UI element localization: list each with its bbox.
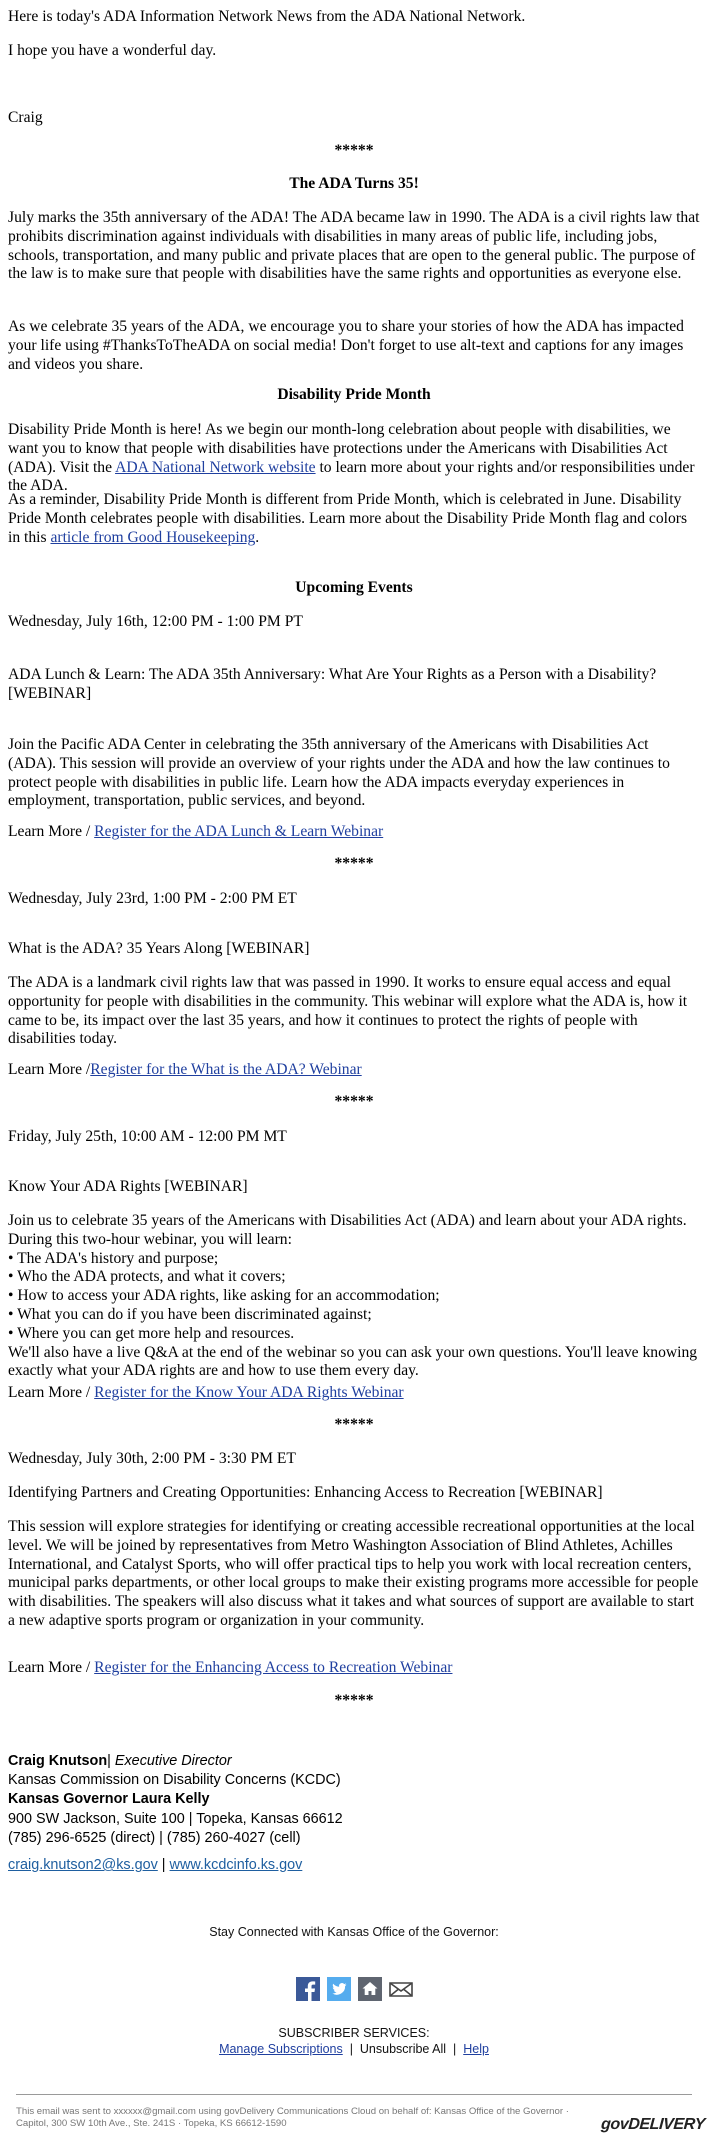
section-title-events: Upcoming Events [295, 579, 413, 596]
event-2-date: Wednesday, July 23rd, 1:00 PM - 2:00 PM ET [8, 890, 297, 907]
learn-more-label: Learn More / [8, 823, 95, 840]
separator: ***** [334, 1093, 374, 1110]
signature-links [8, 1856, 700, 1875]
home-icon[interactable] [357, 1976, 383, 2002]
link-divider: | [453, 2042, 457, 2056]
signature-pipe: | [107, 1753, 115, 1769]
separator: ***** [334, 1692, 374, 1709]
signature-name: Craig Knutson [8, 1753, 108, 1769]
event-3-outro: We'll also have a live Q&A at the end of the webinar so you can ask your own questions. You'll leave knowing exactly what your ADA rights are and how to use them every day. [8, 1343, 698, 1380]
register-lunch-learn-link[interactable]: Register for the ADA Lunch & Learn Webinar [94, 823, 384, 840]
pride-p1-text-end: to learn more about your rights and/or responsibilities under the ADA. [8, 458, 695, 495]
separator: ***** [334, 142, 374, 159]
ada35-paragraph-2: As we celebrate 35 years of the ADA, we encourage you to share your stories of how the ADA has impacted your life using #ThanksToTheADA on social media! Don't forget to use alt-text and captions for any images and videos you share. [8, 318, 684, 373]
event-2-title: What is the ADA? 35 Years Along [WEBINAR] [8, 940, 310, 957]
section-title-pride: Disability Pride Month [277, 386, 431, 403]
subscriber-services-heading: SUBSCRIBER SERVICES: [278, 2026, 430, 2040]
event-3-bullet: • Where you can get more help and resources. [8, 1324, 295, 1342]
govdelivery-logo: govDELIVERY [600, 2116, 706, 2133]
link-divider: | [349, 2042, 353, 2056]
separator: ***** [334, 1416, 374, 1433]
register-recreation-link[interactable]: Register for the Enhancing Access to Recreation Webinar [94, 1659, 453, 1676]
footer-disclaimer: This email was sent to xxxxxx@gmail.com using govDelivery Communications Cloud on behalf of: Kansas Office of the Governor · Capitol, 300 SW 10th Ave., Ste. 241S · Topeka, KS 66612-1590 [16, 2106, 569, 2129]
footer-divider [16, 2094, 692, 2095]
unsubscribe-all-link[interactable]: Unsubscribe All [359, 2042, 447, 2056]
event-1-title: ADA Lunch & Learn: The ADA 35th Anniversary: What Are Your Rights as a Person with a Disability? [WEBINAR] [8, 666, 657, 702]
pride-p2-text-end: . [255, 528, 260, 546]
event-1-date: Wednesday, July 16th, 12:00 PM - 1:00 PM PT [8, 613, 303, 630]
register-what-is-ada-link[interactable]: Register for the What is the ADA? Webinar [90, 1061, 362, 1078]
signature-phones: (785) 296-6525 (direct) | (785) 260-4027 (cell) [8, 1829, 301, 1846]
event-3-date: Friday, July 25th, 10:00 AM - 12:00 PM MT [8, 1128, 287, 1145]
event-3-title: Know Your ADA Rights [WEBINAR] [8, 1178, 248, 1195]
facebook-icon[interactable] [295, 1976, 321, 2002]
event-1-description: Join the Pacific ADA Center in celebrating the 35th anniversary of the Americans with Disabilities Act (ADA). This session will provide an overview of your rights under the ADA and how the law continues to protect people with disabilities in public life. Learn how the ADA impacts everyday experiences in employment, transportation, public services, and beyond. [8, 736, 670, 810]
signature-sep: | [157, 1857, 170, 1874]
good-housekeeping-link[interactable]: article from Good Housekeeping [50, 528, 256, 546]
signature-block [8, 1752, 700, 1875]
learn-more-label: Learn More / [8, 1659, 95, 1676]
twitter-icon[interactable] [326, 1976, 352, 2002]
social-icons [0, 1976, 708, 2006]
signature-name-line [8, 1752, 700, 1771]
pride-p1-text: Disability Pride Month is here! As we begin our month-long celebration about people with disabilities, we want you to know that people with disabilities have protections under the Americans with Disabilities Act (ADA). Visit the [8, 421, 671, 476]
stay-connected-heading: Stay Connected with Kansas Office of the Governor: [209, 1925, 499, 1939]
manage-subscriptions-link[interactable]: Manage Subscriptions [219, 2042, 343, 2056]
event-3-description [8, 1212, 700, 1381]
intro-signoff: Craig [8, 109, 43, 126]
pride-paragraph-2 [8, 491, 700, 547]
pride-p2-text: As a reminder, Disability Pride Month is different from Pride Month, which is celebrated in June. Disability Pride Month celebrates people with disabilities. Learn more about the Disability Pride Month flag and colors in this [8, 491, 688, 546]
event-1-learn-more [8, 823, 700, 842]
event-2-learn-more [8, 1061, 700, 1080]
event-3-bullet: • The ADA's history and purpose; [8, 1249, 219, 1267]
register-know-your-rights-link[interactable]: Register for the Know Your ADA Rights Webinar [94, 1384, 404, 1401]
learn-more-label: Learn More / [8, 1061, 91, 1078]
separator: ***** [334, 855, 374, 872]
signature-address: 900 SW Jackson, Suite 100 | Topeka, Kansas 66612 [8, 1810, 343, 1827]
ada-national-network-link[interactable]: ADA National Network website [115, 458, 316, 476]
event-4-title: Identifying Partners and Creating Opportunities: Enhancing Access to Recreation [WEBINAR] [8, 1484, 603, 1501]
signature-website-link[interactable]: www.kcdcinfo.ks.gov [169, 1857, 303, 1874]
signature-email-link[interactable]: craig.knutson2@ks.gov [8, 1857, 158, 1874]
event-4-description: This session will explore strategies for identifying or creating accessible recreational opportunities at the local level. We will be joined by representatives from Metro Washington Association of Blind Athletes, Achilles International, and Catalyst Sports, who will offer practical tips to help you work with local recreation centers, municipal parks departments, or other local groups to make their existing programs more accessible for people with disabilities. The speakers will also discuss what it takes and what sources of support are available to start a new adaptive sports program or organization in your community. [8, 1518, 699, 1629]
pride-paragraph-1 [8, 421, 700, 496]
event-3-learn-more [8, 1384, 700, 1403]
learn-more-label: Learn More / [8, 1384, 95, 1401]
intro-line: Here is today's ADA Information Network News from the ADA National Network. [8, 8, 526, 25]
event-4-learn-more [8, 1659, 700, 1678]
signature-title: Executive Director [114, 1753, 232, 1769]
ada35-paragraph-1: July marks the 35th anniversary of the ADA! The ADA became law in 1990. The ADA is a civil rights law that prohibits discrimination against individuals with disabilities in many areas of public life, including jobs, schools, transportation, and many public and private places that are open to the general public. The purpose of the law is to make sure that people with disabilities have the same rights and opportunities as everyone else. [8, 209, 700, 283]
section-title-ada35: The ADA Turns 35! [289, 175, 419, 192]
event-2-description: The ADA is a landmark civil rights law that was passed in 1990. It works to ensure equal access and equal opportunity for people with disabilities in the community. This webinar will explore what the ADA is, how it came to be, its impact over the last 35 years, and how it continues to protect the rights of people with disabilities today. [8, 974, 688, 1048]
event-4-date: Wednesday, July 30th, 2:00 PM - 3:30 PM ET [8, 1450, 296, 1467]
intro-greeting: I hope you have a wonderful day. [8, 42, 217, 59]
event-3-bullet: • What you can do if you have been discriminated against; [8, 1305, 372, 1323]
signature-org: Kansas Commission on Disability Concerns (KCDC) [8, 1772, 341, 1789]
signature-governor: Kansas Governor Laura Kelly [8, 1791, 210, 1808]
email-icon[interactable] [388, 1976, 414, 2002]
event-3-bullet: • Who the ADA protects, and what it covers; [8, 1268, 286, 1286]
help-link[interactable]: Help [463, 2042, 489, 2056]
subscriber-links [8, 2042, 700, 2057]
event-3-bullet: • How to access your ADA rights, like asking for an accommodation; [8, 1287, 440, 1305]
event-3-intro: Join us to celebrate 35 years of the Americans with Disabilities Act (ADA) and learn about your ADA rights. During this two-hour webinar, you will learn: [8, 1212, 687, 1248]
